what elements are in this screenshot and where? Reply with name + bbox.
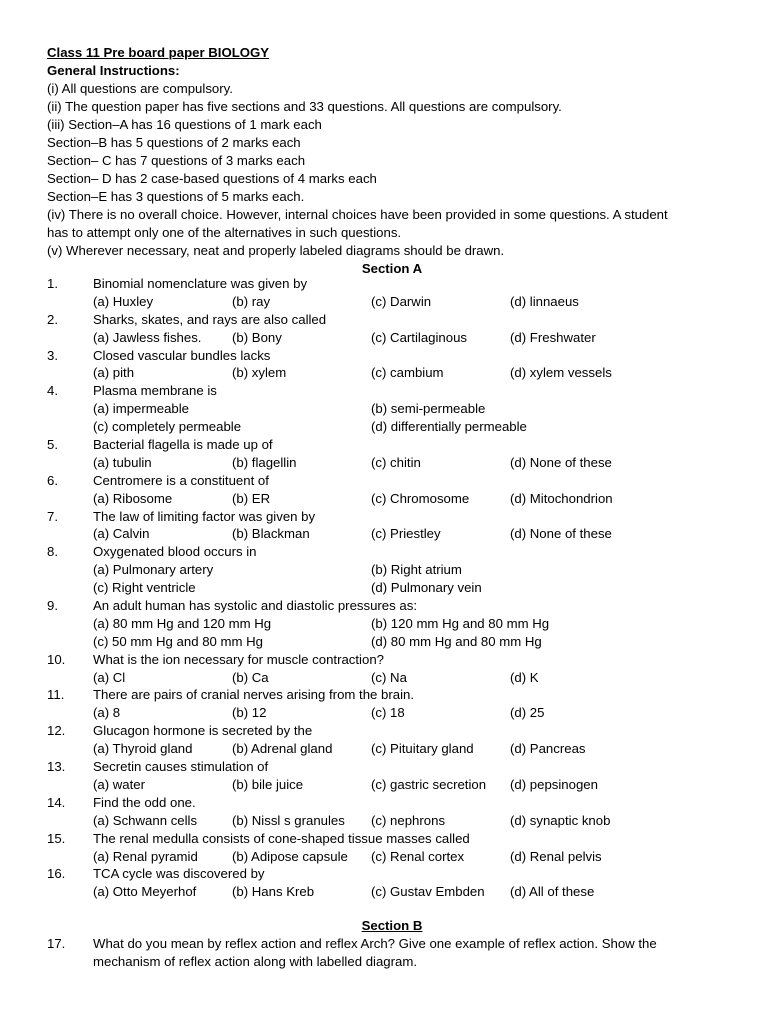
option-b: (b) Blackman <box>232 526 310 542</box>
option-b: (b) 12 <box>232 705 267 721</box>
option-c: (c) Right ventricle <box>93 580 196 596</box>
question-stem <box>47 275 737 293</box>
question-number: 6. <box>47 472 58 488</box>
question-number: 1. <box>47 276 58 291</box>
paper-header <box>47 44 737 278</box>
section-b <box>47 917 737 971</box>
option-b: (b) Hans Kreb <box>232 884 315 900</box>
option-c: (c) Renal cortex <box>371 848 465 864</box>
option-b: (b) bile juice <box>232 776 304 792</box>
option-c: (c) nephrons <box>371 812 446 828</box>
option-a: (a) Jawless fishes. <box>93 329 202 345</box>
paper-title: Class 11 Pre board paper BIOLOGY <box>47 45 270 60</box>
option-b: (b) xylem <box>232 365 287 381</box>
option-c: (c) Cartilaginous <box>371 329 468 345</box>
option-a: (a) Calvin <box>93 526 150 542</box>
question-item <box>47 543 737 597</box>
question-text: The renal medulla consists of cone-shaped tissue masses called <box>93 830 470 846</box>
question-number: 12. <box>47 723 66 739</box>
question-text-line-2: mechanism of reflex action along with labelled diagram. <box>93 953 417 969</box>
options-row <box>47 364 737 382</box>
section-b-heading: Section B <box>361 918 423 933</box>
question-stem <box>47 651 737 669</box>
option-d: (d) pepsinogen <box>510 776 598 792</box>
options-row <box>47 561 737 579</box>
question-text: An adult human has systolic and diastolic pressures as: <box>93 598 417 614</box>
section-a-questions <box>47 275 737 901</box>
option-b: (b) ER <box>232 490 271 506</box>
option-b: (b) 120 mm Hg and 80 mm Hg <box>371 615 550 631</box>
question-number: 9. <box>47 598 58 614</box>
instruction-line: Section– C has 7 questions of 3 marks each <box>47 153 306 168</box>
option-d: (d) K <box>510 669 539 685</box>
question-text: Sharks, skates, and rays are also called <box>93 311 327 327</box>
question-item <box>47 508 737 544</box>
question-stem <box>47 597 737 615</box>
options-row <box>47 400 737 418</box>
option-d: (d) None of these <box>510 454 612 470</box>
question-text: Bacterial flagella is made up of <box>93 437 273 453</box>
option-d: (d) Mitochondrion <box>510 490 613 506</box>
question-stem <box>47 830 737 848</box>
options-row <box>47 776 737 794</box>
options-row <box>47 848 737 866</box>
section-a-heading: Section A <box>361 261 423 276</box>
option-d: (d) Freshwater <box>510 329 596 345</box>
instruction-line: Section–B has 5 questions of 2 marks each <box>47 135 301 150</box>
question-text: Plasma membrane is <box>93 383 217 399</box>
question-text: Oxygenated blood occurs in <box>93 544 257 560</box>
question-stem <box>47 472 737 490</box>
option-a: (a) Huxley <box>93 293 154 309</box>
question-item <box>47 436 737 472</box>
question-item <box>47 275 737 311</box>
option-a: (a) Thyroid gland <box>93 741 193 757</box>
option-c: (c) cambium <box>371 365 444 381</box>
option-c: (c) 18 <box>371 705 405 721</box>
question-number: 11. <box>47 687 65 703</box>
option-d: (d) synaptic knob <box>510 812 611 828</box>
question-stem <box>47 794 737 812</box>
option-a: (a) 8 <box>93 705 121 721</box>
options-row <box>47 740 737 758</box>
question-item <box>47 758 737 794</box>
option-b: (b) Bony <box>232 329 282 345</box>
question-stem <box>47 311 737 329</box>
question-item <box>47 722 737 758</box>
question-item <box>47 865 737 901</box>
instructions-heading: General Instructions: <box>47 63 180 78</box>
question-item <box>47 382 737 436</box>
question-17-cont <box>47 953 737 971</box>
question-text: Closed vascular bundles lacks <box>93 347 271 363</box>
question-item <box>47 830 737 866</box>
options-row <box>47 418 737 436</box>
options-row <box>47 812 737 830</box>
option-d: (d) 25 <box>510 705 545 721</box>
question-text: Secretin causes stimulation of <box>93 759 269 775</box>
instruction-line: has to attempt only one of the alternatives in such questions. <box>47 225 402 240</box>
option-d: (d) 80 mm Hg and 80 mm Hg <box>371 633 542 649</box>
options-row <box>47 615 737 633</box>
question-stem <box>47 686 737 704</box>
question-text: Centromere is a constituent of <box>93 472 269 488</box>
option-d: (d) Pulmonary vein <box>371 580 482 596</box>
question-stem <box>47 382 737 400</box>
option-a: (a) tubulin <box>93 454 152 470</box>
option-a: (a) Pulmonary artery <box>93 562 214 578</box>
option-b: (b) Adipose capsule <box>232 848 348 864</box>
question-number: 2. <box>47 311 58 327</box>
instruction-line: Section–E has 3 questions of 5 marks each. <box>47 189 305 204</box>
question-number: 5. <box>47 437 58 453</box>
question-stem <box>47 347 737 365</box>
instruction-line: (v) Wherever necessary, neat and properly labeled diagrams should be drawn. <box>47 243 505 258</box>
option-b: (b) semi-permeable <box>371 401 486 417</box>
option-c: (c) Pituitary gland <box>371 741 474 757</box>
question-number: 10. <box>47 651 66 667</box>
question-17 <box>47 935 737 953</box>
question-text: Glucagon hormone is secreted by the <box>93 723 313 739</box>
option-d: (d) xylem vessels <box>510 365 612 381</box>
option-b: (b) Ca <box>232 669 269 685</box>
question-item <box>47 794 737 830</box>
options-row <box>47 293 737 311</box>
question-item <box>47 597 737 651</box>
option-a: (a) Otto Meyerhof <box>93 884 197 900</box>
question-stem <box>47 436 737 454</box>
option-a: (a) water <box>93 776 146 792</box>
options-row <box>47 633 737 651</box>
question-item <box>47 651 737 687</box>
question-number: 13. <box>47 759 66 775</box>
question-stem <box>47 722 737 740</box>
instruction-line: (i) All questions are compulsory. <box>47 81 233 96</box>
option-d: (d) Renal pelvis <box>510 848 602 864</box>
option-b: (b) Adrenal gland <box>232 741 333 757</box>
question-text-line-1: What do you mean by reflex action and reflex Arch? Give one example of reflex action. Show the <box>93 936 657 951</box>
question-number: 14. <box>47 794 66 810</box>
option-a: (a) Renal pyramid <box>93 848 198 864</box>
option-a: (a) impermeable <box>93 401 190 417</box>
question-number: 15. <box>47 830 66 846</box>
option-d: (d) linnaeus <box>510 293 579 309</box>
question-number: 7. <box>47 508 58 524</box>
question-number: 16. <box>47 866 66 882</box>
option-a: (a) Cl <box>93 669 126 685</box>
question-item <box>47 472 737 508</box>
question-number: 4. <box>47 383 58 399</box>
question-stem <box>47 543 737 561</box>
option-a: (a) Schwann cells <box>93 812 198 828</box>
question-number: 17. <box>47 936 66 951</box>
question-item <box>47 311 737 347</box>
option-a: (a) pith <box>93 365 135 381</box>
option-c: (c) Darwin <box>371 293 432 309</box>
option-c: (c) Na <box>371 669 407 685</box>
instructions-list <box>47 80 737 260</box>
instruction-line: (iv) There is no overall choice. However, internal choices have been provided in some questions. A student <box>47 207 668 222</box>
options-row <box>47 704 737 722</box>
option-b: (b) ray <box>232 293 271 309</box>
question-text: The law of limiting factor was given by <box>93 508 316 524</box>
question-stem <box>47 508 737 526</box>
option-b: (b) Right atrium <box>371 562 462 578</box>
options-row <box>47 579 737 597</box>
instruction-line: (iii) Section–A has 16 questions of 1 mark each <box>47 117 322 132</box>
question-item <box>47 686 737 722</box>
question-stem <box>47 758 737 776</box>
option-d: (d) All of these <box>510 884 595 900</box>
question-item <box>47 347 737 383</box>
option-a: (a) Ribosome <box>93 490 173 506</box>
option-c: (c) Chromosome <box>371 490 470 506</box>
options-row <box>47 525 737 543</box>
question-text: Find the odd one. <box>93 794 196 810</box>
options-row <box>47 669 737 687</box>
question-stem <box>47 865 737 883</box>
option-b: (b) flagellin <box>232 454 297 470</box>
options-row <box>47 490 737 508</box>
question-text: TCA cycle was discovered by <box>93 866 265 882</box>
option-c: (c) 50 mm Hg and 80 mm Hg <box>93 633 264 649</box>
instruction-line: Section– D has 2 case-based questions of 4 marks each <box>47 171 377 186</box>
question-text: There are pairs of cranial nerves arising from the brain. <box>93 687 415 703</box>
instruction-line: (ii) The question paper has five sections and 33 questions. All questions are compulsory. <box>47 99 562 114</box>
option-b: (b) Nissl s granules <box>232 812 345 828</box>
option-c: (c) Priestley <box>371 526 441 542</box>
option-c: (c) chitin <box>371 454 421 470</box>
option-c: (c) completely permeable <box>93 419 242 435</box>
question-number: 3. <box>47 347 58 363</box>
question-text: What is the ion necessary for muscle contraction? <box>93 651 384 667</box>
options-row <box>47 329 737 347</box>
option-d: (d) differentially permeable <box>371 419 527 435</box>
option-a: (a) 80 mm Hg and 120 mm Hg <box>93 615 272 631</box>
options-row <box>47 883 737 901</box>
question-text: Binomial nomenclature was given by <box>93 276 308 291</box>
question-number: 8. <box>47 544 58 560</box>
options-row <box>47 454 737 472</box>
option-c: (c) gastric secretion <box>371 776 487 792</box>
option-d: (d) None of these <box>510 526 612 542</box>
option-c: (c) Gustav Embden <box>371 884 485 900</box>
option-d: (d) Pancreas <box>510 741 586 757</box>
